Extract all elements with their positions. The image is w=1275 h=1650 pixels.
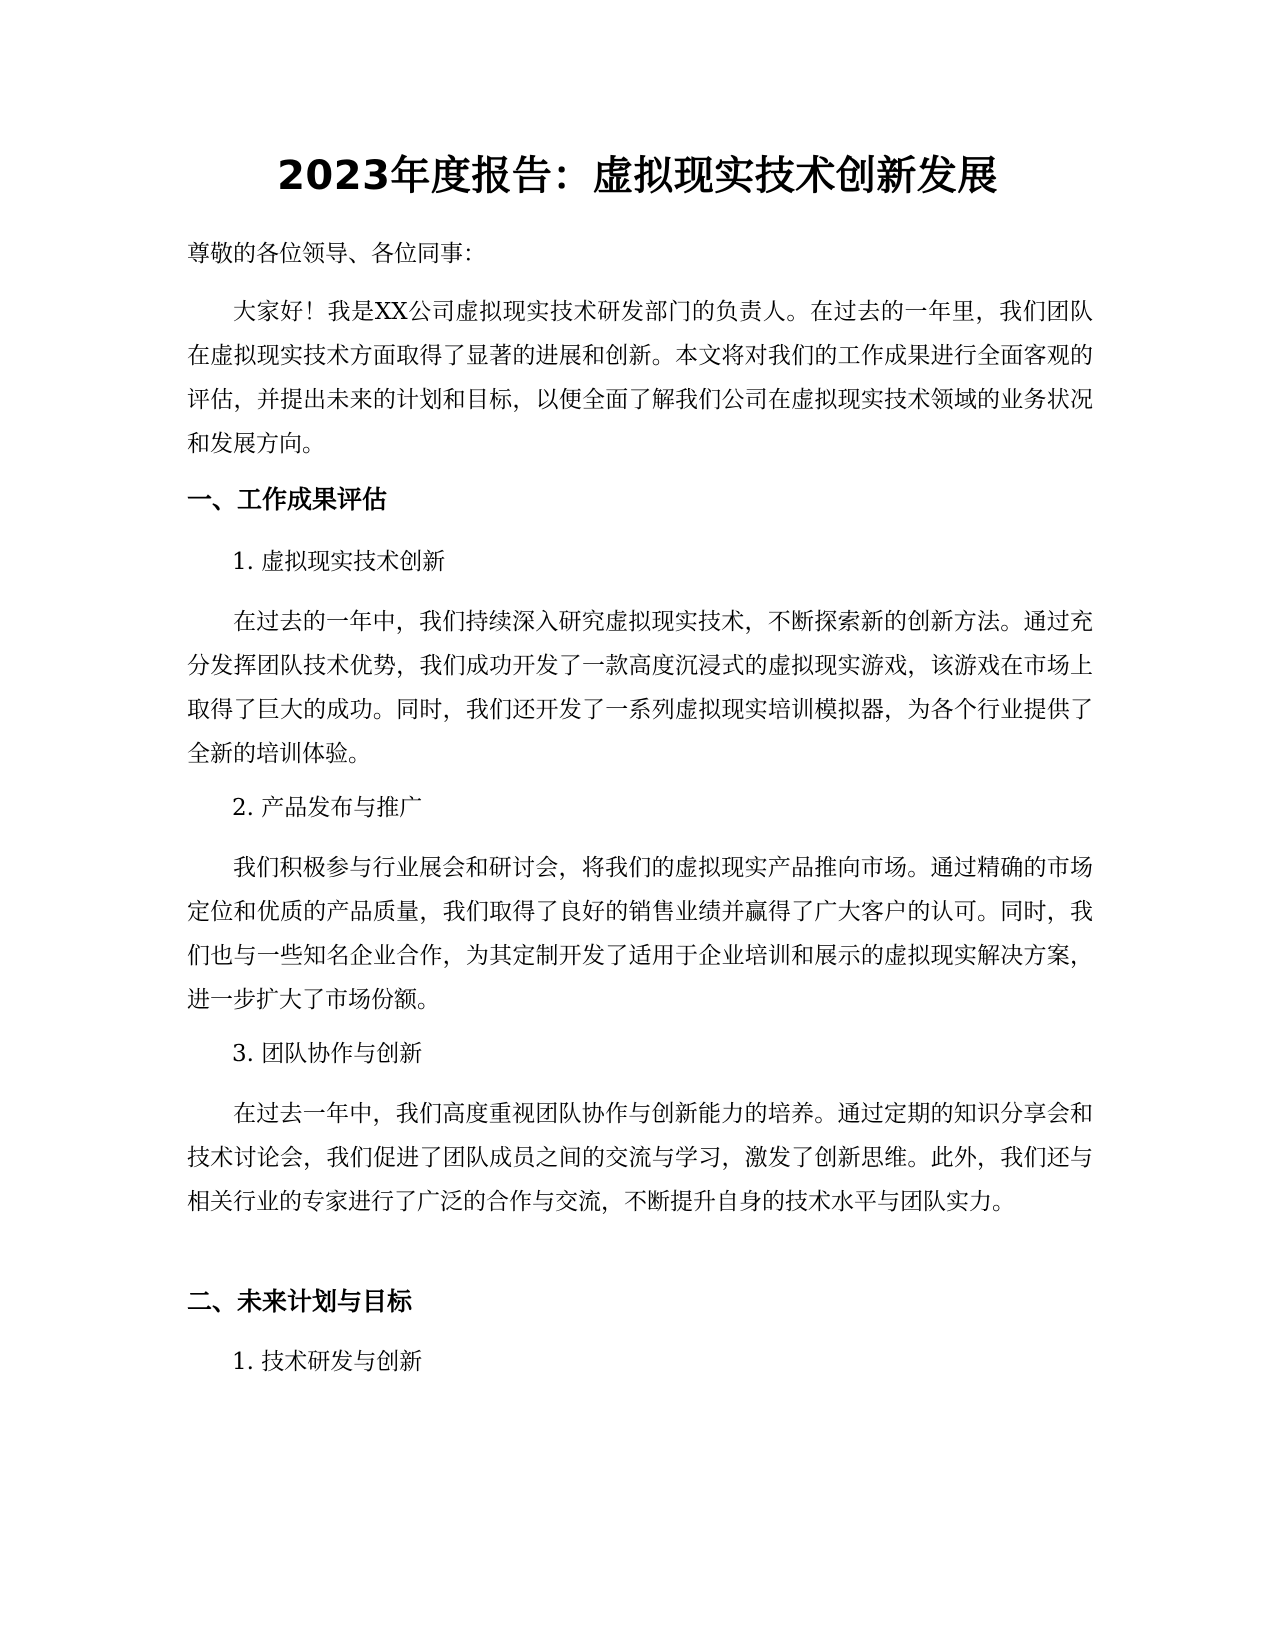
intro-paragraph: 大家好！我是XX公司虚拟现实技术研发部门的负责人。在过去的一年里，我们团队在虚拟现实技术方面取得了显著的进展和创新。本文将对我们的工作成果进行全面客观的评估，并提出未来的计划和目标，以便全面了解我们公司在虚拟现实技术领域的业务状况和发展方向。 (187, 299, 1093, 457)
document-title: 2023年度报告：虚拟现实技术创新发展 (277, 153, 998, 199)
section-1-item-3-paragraph: 在过去一年中，我们高度重视团队协作与创新能力的培养。通过定期的知识分享会和技术讨论会，我们促进了团队成员之间的交流与学习，激发了创新思维。此外，我们还与相关行业的专家进行了广泛的合作与交流，不断提升自身的技术水平与团队实力。 (187, 1101, 1093, 1215)
section-2-heading: 二、未来计划与目标 (187, 1287, 413, 1316)
section-1-heading: 一、工作成果评估 (187, 485, 388, 514)
section-1-item-2-title: 2. 产品发布与推广 (232, 795, 423, 821)
section-1-item-3-title: 3. 团队协作与创新 (232, 1041, 423, 1067)
salutation: 尊敬的各位领导、各位同事： (187, 241, 486, 267)
section-1-item-1-title: 1. 虚拟现实技术创新 (232, 549, 446, 575)
section-2-item-1-title: 1. 技术研发与创新 (232, 1349, 423, 1375)
section-1-item-2-paragraph: 我们积极参与行业展会和研讨会，将我们的虚拟现实产品推向市场。通过精确的市场定位和优质的产品质量，我们取得了良好的销售业绩并赢得了广大客户的认可。同时，我们也与一些知名企业合作，为其定制开发了适用于企业培训和展示的虚拟现实解决方案，进一步扩大了市场份额。 (187, 855, 1093, 1013)
section-1-item-1-paragraph: 在过去的一年中，我们持续深入研究虚拟现实技术，不断探索新的创新方法。通过充分发挥团队技术优势，我们成功开发了一款高度沉浸式的虚拟现实游戏，该游戏在市场上取得了巨大的成功。同时，我们还开发了一系列虚拟现实培训模拟器，为各个行业提供了全新的培训体验。 (187, 609, 1093, 767)
